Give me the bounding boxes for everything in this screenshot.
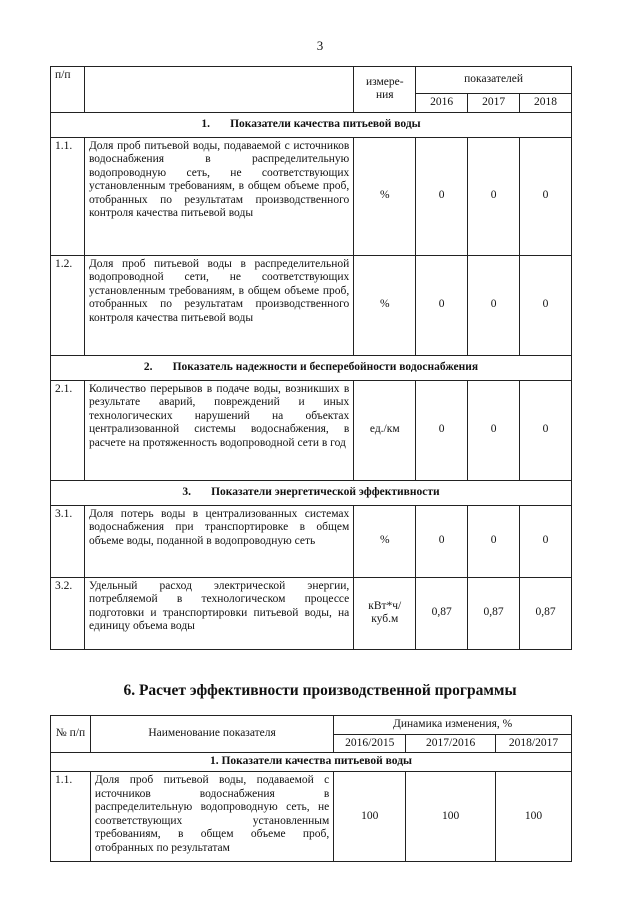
header-num: п/п [51,67,85,113]
header-dynamic: Динамика изменения, % [334,716,572,735]
row-value: 100 [334,772,406,862]
row-value: 0 [416,137,468,255]
row-desc: Доля потерь воды в централизованных системах водоснабжения при транспортировке в общем объеме воды, поданной в водопроводную сеть [84,505,353,577]
row-unit: ед./км [354,380,416,480]
year-2018: 2018 [520,94,572,113]
table-header-row [51,67,572,94]
header-name: Наименование показателя [90,716,333,753]
row-value: 0 [520,137,572,255]
period-2018-2017: 2018/2017 [496,734,572,753]
table-row [51,772,572,862]
row-value: 0 [468,137,520,255]
row-value: 0 [520,255,572,355]
row-value: 100 [496,772,572,862]
section-title: 2. Показатель надежности и бесперебойности водоснабжения [51,355,572,380]
header-indicators: показателей [416,67,572,94]
row-num: 2.1. [51,380,85,480]
row-desc: Доля проб питьевой воды, подаваемой с источников водоснабжения в распределительную водопроводную сеть, не соответствующих установленным требованиям, в общем объеме проб, отобранных по результатам производственного контроля качества питьевой воды [84,137,353,255]
row-unit: кВт*ч/куб.м [354,577,416,649]
row-unit: % [354,255,416,355]
row-value: 0 [520,380,572,480]
row-value: 0,87 [416,577,468,649]
row-num: 1.1. [51,137,85,255]
row-num: 3.1. [51,505,85,577]
row-value: 0 [416,505,468,577]
period-2016-2015: 2016/2015 [334,734,406,753]
row-num: 1.1. [51,772,91,862]
header-blank [84,67,353,113]
row-value: 0 [468,380,520,480]
table-row [51,380,572,480]
row-num: 3.2. [51,577,85,649]
row-desc: Количество перерывов в подаче воды, возникших в результате аварий, повреждений и иных технологических нарушений на объектах централизованной системы водоснабжения, в расчете на протяженность водопроводной сети в год [84,380,353,480]
section-title: 1. Показатели качества питьевой воды [51,112,572,137]
row-value: 0 [468,505,520,577]
row-value: 0 [416,255,468,355]
row-value: 0,87 [520,577,572,649]
row-value: 0,87 [468,577,520,649]
row-value: 0 [520,505,572,577]
row-num: 1.2. [51,255,85,355]
row-desc: Доля проб питьевой воды в распределительной водопроводной сети, не соответствующих установленным требованиям, в общем объеме проб, отобранных по результатам производственного контроля качества питьевой воды [84,255,353,355]
section-title: 1. Показатели качества питьевой воды [51,753,572,772]
page-number: 3 [316,38,324,53]
table-row [51,255,572,355]
section-title: 3. Показатели энергетической эффективности [51,480,572,505]
period-2017-2016: 2017/2016 [406,734,496,753]
indicators-table [50,66,572,650]
section-heading: 6. Расчет эффективности производственной программы [123,682,517,699]
header-num: № п/п [51,716,91,753]
table-row [51,137,572,255]
row-unit: % [354,505,416,577]
table-row [51,505,572,577]
row-value: 100 [406,772,496,862]
year-2016: 2016 [416,94,468,113]
row-unit: % [354,137,416,255]
header-unit: измере-ния [354,67,416,113]
row-value: 0 [468,255,520,355]
table-row [51,577,572,649]
row-desc: Доля проб питьевой воды, подаваемой с источников водоснабжения в распределительную водопроводную сеть, не соответствующих установленным требованиям, в общем объеме проб, отобранных по результатам [90,772,333,862]
efficiency-table [50,715,572,862]
row-value: 0 [416,380,468,480]
year-2017: 2017 [468,94,520,113]
row-desc: Удельный расход электрической энергии, потребляемой в технологическом процессе подготовки и транспортировки питьевой воды, на единицу объема воды [84,577,353,649]
